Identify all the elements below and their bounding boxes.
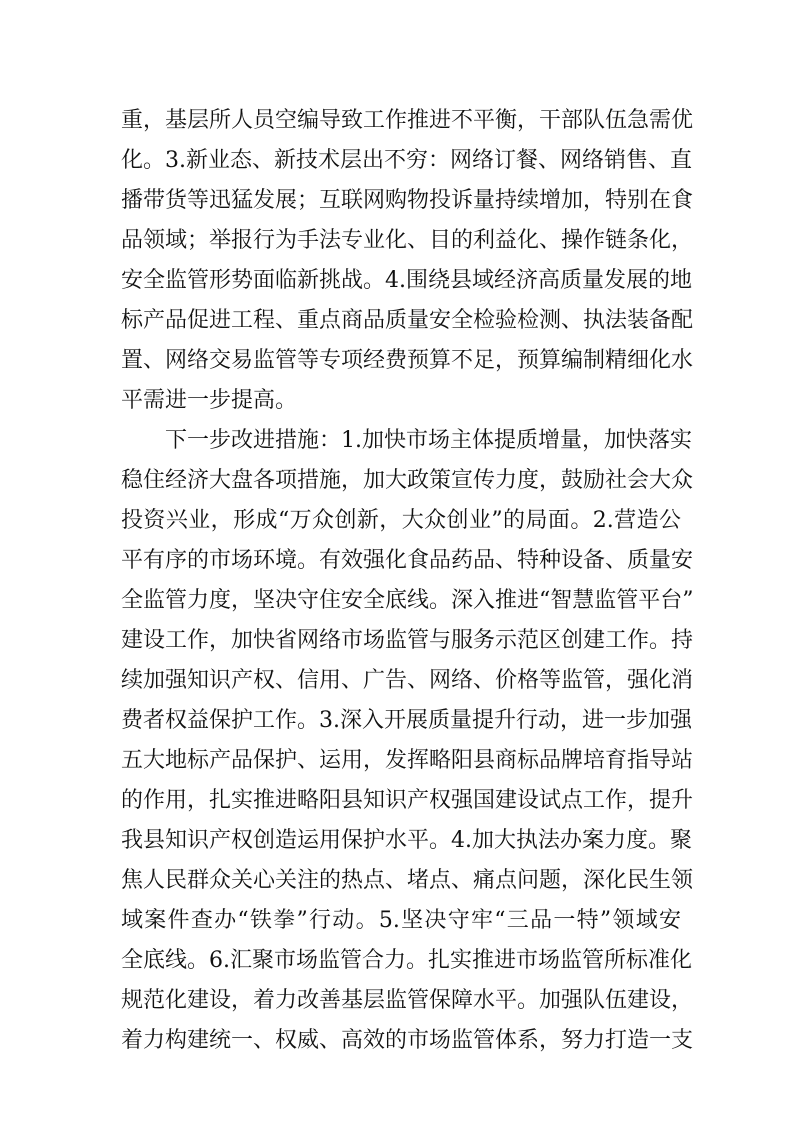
text-line: 播带货等迅猛发展；互联网购物投诉量持续增加，特别在食 <box>121 188 694 213</box>
text-line: 全底线。6.汇聚市场监管合力。扎实推进市场监管所标准化 <box>121 948 692 973</box>
text-line: 置、网络交易监管等专项经费预算不足，预算编制精细化水 <box>121 348 694 373</box>
text-line: 建设工作，加快省网络市场监管与服务示范区创建工作。持 <box>121 628 694 653</box>
text-line: 投资兴业，形成“万众创新，大众创业”的局面。2.营造公 <box>121 508 681 533</box>
paragraph-first-line: 下一步改进措施：1.加快市场主体提质增量，加快落实 <box>165 428 692 453</box>
text-line: 品领域；举报行为手法专业化、目的利益化、操作链条化， <box>121 228 694 253</box>
text-line: 费者权益保护工作。3.深入开展质量提升行动，进一步加强 <box>121 708 692 733</box>
text-line: 重，基层所人员空编导致工作推进不平衡，干部队伍急需优 <box>121 108 694 133</box>
text-line: 我县知识产权创造运用保护水平。4.加大执法办案力度。聚 <box>121 828 692 853</box>
text-line: 规范化建设，着力改善基层监管保障水平。加强队伍建设， <box>121 988 694 1013</box>
text-line: 标产品促进工程、重点商品质量安全检验检测、执法装备配 <box>121 308 694 333</box>
text-line: 续加强知识产权、信用、广告、网络、价格等监管，强化消 <box>121 668 694 693</box>
text-line: 化。3.新业态、新技术层出不穷：网络订餐、网络销售、直 <box>121 148 692 173</box>
text-line: 全监管力度，坚决守住安全底线。深入推进“智慧监管平台” <box>121 588 694 613</box>
text-line: 的作用，扎实推进略阳县知识产权强国建设试点工作，提升 <box>121 788 694 813</box>
text-line: 稳住经济大盘各项措施，加大政策宣传力度，鼓励社会大众 <box>121 468 694 493</box>
text-line: 平有序的市场环境。有效强化食品药品、特种设备、质量安 <box>121 548 694 573</box>
text-line: 平需进一步提高。 <box>121 388 298 413</box>
text-line: 安全监管形势面临新挑战。4.围绕县域经济高质量发展的地 <box>121 268 692 293</box>
text-line: 域案件查办“铁拳”行动。5.坚决守牢“三品一特”领域安 <box>121 908 681 933</box>
text-line: 五大地标产品保护、运用，发挥略阳县商标品牌培育指导站 <box>121 748 694 773</box>
text-line: 焦人民群众关心关注的热点、堵点、痛点问题，深化民生领 <box>121 868 694 893</box>
text-line: 着力构建统一、权威、高效的市场监管体系，努力打造一支 <box>121 1028 694 1053</box>
